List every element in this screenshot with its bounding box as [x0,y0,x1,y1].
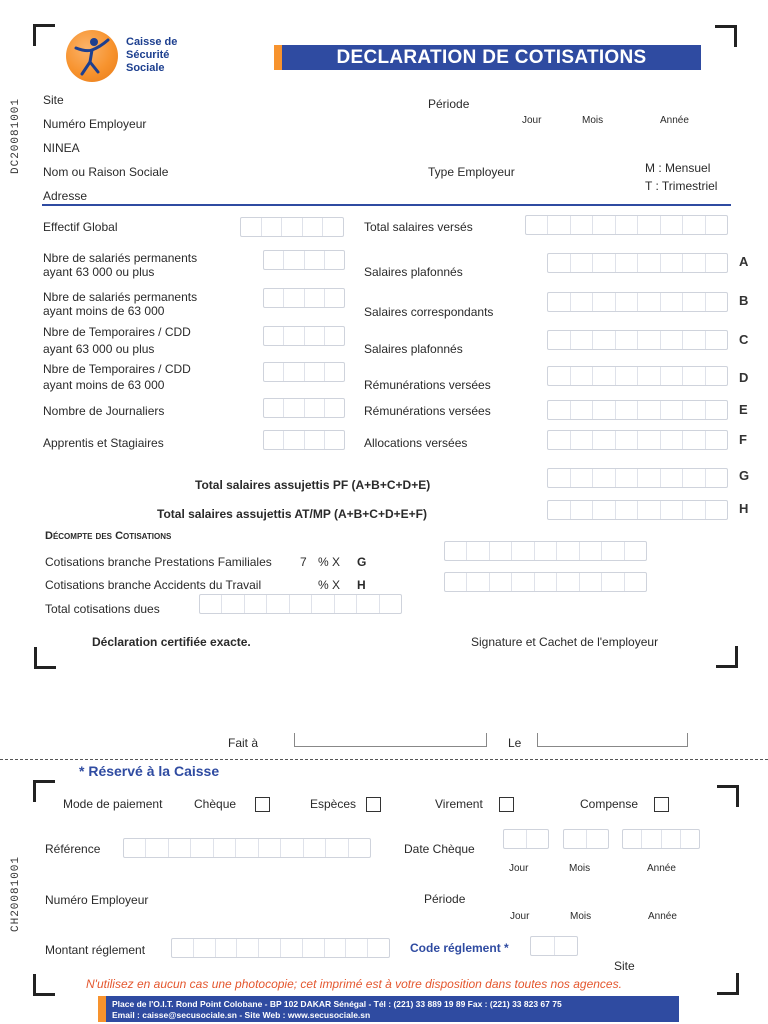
date-input[interactable] [537,733,688,747]
cheque-label: Chèque [194,797,237,811]
pf-contribution-label: Cotisations branche Prestations Familiales [45,555,272,569]
period-year-label: Année [660,115,689,126]
form-code-bottom: CH20081001 [10,855,22,932]
at-contribution-field[interactable] [444,572,647,592]
cheque-day-label: Jour [509,863,529,874]
corner-mark-lower-top-left [33,780,55,802]
corner-mark-mid-right [716,646,738,668]
reserve-employer-number-label: Numéro Employeur [45,893,149,907]
effectif-label: Effectif Global [43,220,118,234]
payment-code-field[interactable] [530,936,578,956]
header-divider [42,204,731,206]
reserve-period-year-label: Année [648,911,677,922]
footer-address: Place de l'O.I.T. Rond Point Colobane - BP 102 DAKAR Sénégal - Tél : (221) 33 889 19 89 Fax : (221) 33 823 67 75 [112,999,562,1009]
field-e[interactable] [547,400,728,420]
plafonnes-c-label: Salaires plafonnés [364,342,463,356]
quarterly-option: T : Trimestriel [645,179,718,193]
logo-line-1: Caisse de [126,36,178,48]
footer-contact: Email : caisse@secusociale.sn - Site Web : www.secusociale.sn [112,1010,371,1020]
field-d[interactable] [547,366,728,386]
cheque-month-field[interactable] [563,829,609,849]
virement-label: Virement [435,797,483,811]
photocopy-warning: N'utilisez en aucun cas une photocopie; cet imprimé est à votre disposition dans toutes nos agences. [86,977,622,991]
perm-under-field[interactable] [263,288,345,308]
especes-label: Espèces [310,797,357,811]
payment-code-label: Code réglement * [410,941,509,955]
letter-g: G [739,468,750,483]
site-label: Site [43,93,64,107]
allocations-label: Allocations versées [364,436,468,450]
cheque-year-label: Année [647,863,676,874]
especes-checkbox[interactable] [366,797,381,812]
decompte-heading: Décompte des Cotisations [45,530,172,542]
title-accent [274,45,282,70]
total-salaires-label: Total salaires versés [364,220,473,234]
footer-text [112,999,562,1021]
reserve-period-day-label: Jour [510,911,530,922]
signature-label: Signature et Cachet de l'employeur [471,635,659,649]
at-formula: % X [318,578,341,592]
period-label: Période [428,97,470,111]
apprentis-field[interactable] [263,430,345,450]
perm-under-label-1: Nbre de salariés permanents [43,290,198,304]
corner-mark-bottom-right [717,973,739,995]
cheque-month-label: Mois [569,863,591,874]
letter-b: B [739,293,749,308]
effectif-field[interactable] [240,217,344,237]
payment-amount-field[interactable] [171,938,390,958]
ninea-label: NINEA [43,141,80,155]
compense-label: Compense [580,797,639,811]
journaliers-label: Nombre de Journaliers [43,404,165,418]
css-logo-icon [66,30,118,82]
field-c[interactable] [547,330,728,350]
total-contributions-label: Total cotisations dues [45,602,160,616]
letter-c: C [739,332,749,347]
perm-under-label-2: ayant moins de 63 000 [43,304,165,318]
at-contribution-label: Cotisations branche Accidents du Travail [45,578,262,592]
letter-e: E [739,402,748,417]
period-month-label: Mois [582,115,604,126]
letter-f: F [739,432,747,447]
corner-mark-top-right [715,25,737,47]
cheque-year-field[interactable] [622,829,700,849]
total-contributions-field[interactable] [199,594,402,614]
employer-type-label: Type Employeur [428,165,515,179]
plafonnes-a-label: Salaires plafonnés [364,265,463,279]
total-atmp-label: Total salaires assujettis AT/MP (A+B+C+D+E+F) [157,507,427,521]
reserve-period-label: Période [424,892,466,906]
cheque-day-field[interactable] [503,829,549,849]
reference-label: Référence [45,842,101,856]
total-salaires-field[interactable] [525,215,728,235]
page-title: DECLARATION DE COTISATIONS [336,47,647,68]
temp-under-label-1: Nbre de Temporaires / CDD [43,362,191,376]
cheque-checkbox[interactable] [255,797,270,812]
temp-over-field[interactable] [263,326,345,346]
period-day-label: Jour [522,115,542,126]
temp-over-label-2: ayant 63 000 ou plus [43,342,155,356]
temp-over-label-1: Nbre de Temporaires / CDD [43,325,191,339]
perm-over-label-2: ayant 63 000 ou plus [43,265,155,279]
pf-contribution-field[interactable] [444,541,647,561]
field-f[interactable] [547,430,728,450]
journaliers-field[interactable] [263,398,345,418]
fait-a-input[interactable] [294,733,487,747]
letter-h: H [739,501,749,516]
virement-checkbox[interactable] [499,797,514,812]
name-label: Nom ou Raison Sociale [43,165,169,179]
remunerations-e-label: Rémunérations versées [364,404,491,418]
corner-mark-bottom-left [33,974,55,996]
footer-accent [98,996,106,1022]
corner-mark-top-left [33,24,55,46]
remunerations-d-label: Rémunérations versées [364,378,491,392]
logo-line-2: Sécurité [126,49,170,61]
temp-under-field[interactable] [263,362,345,382]
total-pf-label: Total salaires assujettis PF (A+B+C+D+E) [195,478,431,492]
cut-line [0,759,768,760]
employer-number-label: Numéro Employeur [43,117,147,131]
corner-mark-mid-left [34,647,56,669]
pf-rate: 7 [300,555,307,569]
payment-mode-label: Mode de paiement [63,797,163,811]
pf-formula: % X [318,555,341,569]
compense-checkbox[interactable] [654,797,669,812]
le-label: Le [508,736,522,750]
field-g[interactable] [547,468,728,488]
fait-a-label: Fait à [228,736,259,750]
apprentis-label: Apprentis et Stagiaires [43,436,164,450]
letter-d: D [739,370,749,385]
field-b[interactable] [547,292,728,312]
payment-amount-label: Montant réglement [45,943,146,957]
at-letter: H [357,578,366,592]
corner-mark-lower-top-right [717,785,739,807]
cheque-date-label: Date Chèque [404,842,475,856]
address-label: Adresse [43,189,88,203]
site-label-bottom: Site [614,959,635,973]
perm-over-field[interactable] [263,250,345,270]
form-code-top: DC20081001 [10,97,22,174]
perm-over-label-1: Nbre de salariés permanents [43,251,198,265]
monthly-option: M : Mensuel [645,161,711,175]
reference-field[interactable] [123,838,371,858]
reserve-heading: * Réservé à la Caisse [79,763,220,779]
field-a[interactable] [547,253,728,273]
certified-label: Déclaration certifiée exacte. [92,635,251,649]
field-h[interactable] [547,500,728,520]
correspondants-label: Salaires correspondants [364,305,494,319]
temp-under-label-2: ayant moins de 63 000 [43,378,165,392]
logo-text [126,36,177,75]
pf-letter: G [357,555,367,569]
reserve-period-month-label: Mois [570,911,592,922]
letter-a: A [739,254,749,269]
logo-line-3: Sociale [126,62,165,74]
